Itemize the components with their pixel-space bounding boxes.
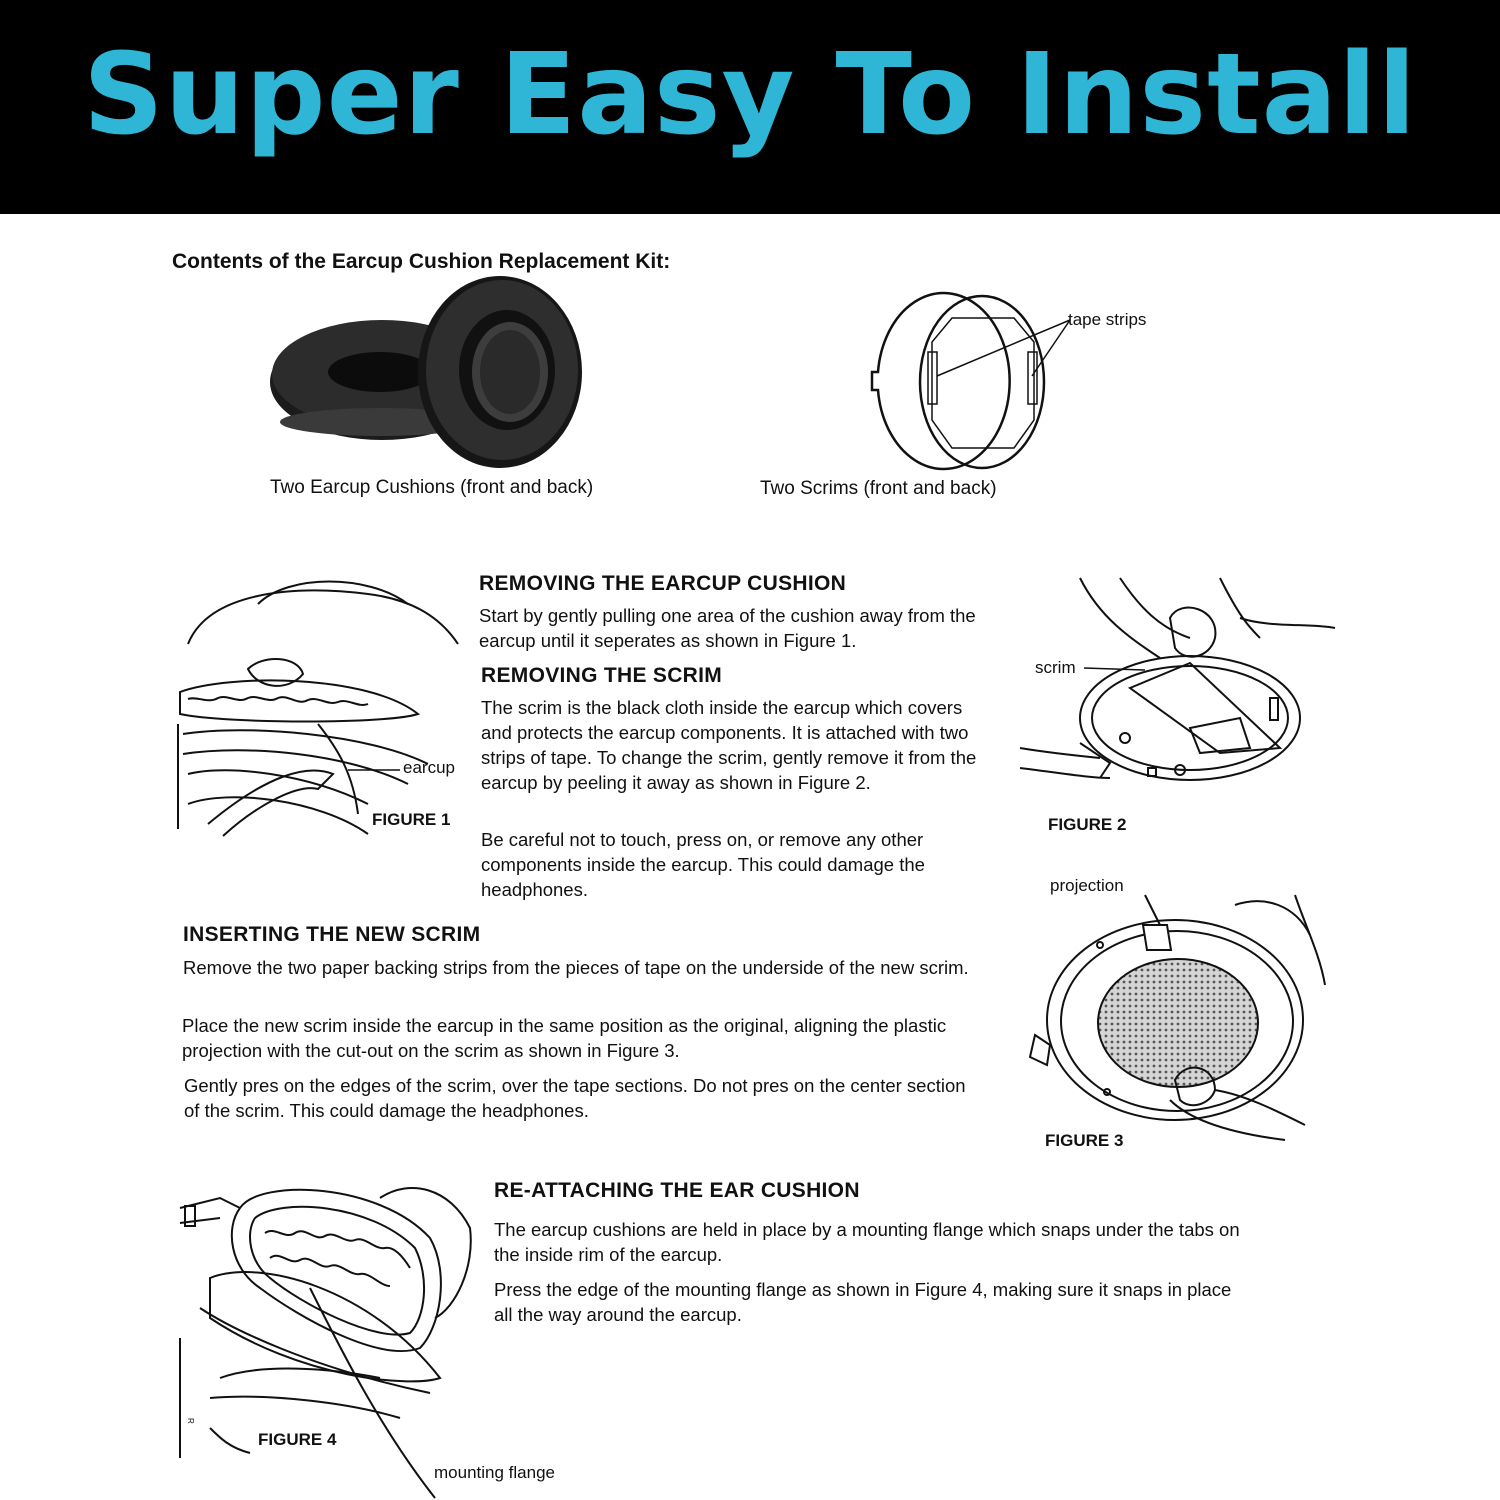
removing-cushion-heading: REMOVING THE EARCUP CUSHION [479,572,847,595]
r-mark: R [186,1418,195,1424]
figure-1-illustration [168,574,468,839]
reattaching-text-2: Press the edge of the mounting flange as shown in Figure 4, making sure it snaps in place all the way around the earcup. [494,1279,1232,1325]
inserting-scrim-text-2: Place the new scrim inside the earcup in the same position as the original, aligning the plastic projection with the cut-out on the scrim as shown in Figure 3. [182,1015,947,1061]
scrim-label: scrim [1035,658,1076,677]
earcup-cushions-photo [262,272,612,472]
figure-2-illustration [1020,578,1340,798]
projection-label: projection [1050,876,1124,895]
inserting-scrim-text-1: Remove the two paper backing strips from the pieces of tape on the underside of the new scrim. [183,957,969,978]
removing-cushion-text: Start by gently pulling one area of the cushion away from the earcup until it seperates as shown in Figure 1. [479,605,976,651]
figure-3-caption: FIGURE 3 [1045,1131,1124,1150]
inserting-scrim-text-3: Gently pres on the edges of the scrim, over the tape sections. Do not pres on the center section of the scrim. This could damage the headphones. [184,1075,966,1121]
scrims-diagram [752,292,1072,472]
figure-4-caption: FIGURE 4 [258,1430,337,1449]
reattaching-text-1: The earcup cushions are held in place by a mounting flange which snaps under the tabs on the inside rim of the earcup. [494,1219,1240,1265]
kit-contents-title: Contents of the Earcup Cushion Replacement Kit: [172,250,671,273]
figure-3-illustration [1025,895,1340,1125]
title-banner [0,0,1500,214]
cushions-caption: Two Earcup Cushions (front and back) [270,477,594,498]
mounting-flange-label: mounting flange [434,1463,555,1482]
reattaching-heading: RE-ATTACHING THE EAR CUSHION [494,1179,860,1202]
earcup-label: earcup [403,758,455,777]
figure-1-caption: FIGURE 1 [372,810,451,829]
removing-scrim-heading: REMOVING THE SCRIM [481,664,723,687]
scrims-caption: Two Scrims (front and back) [760,478,997,499]
removing-scrim-text-1: The scrim is the black cloth inside the earcup which covers and protects the earcup components. It is attached with two strips of tape. To change the scrim, gently remove it from the earcup by peeling it away as shown in Figure 2. [481,697,977,793]
tape-strips-label: tape strips [1068,310,1147,329]
removing-scrim-text-2: Be careful not to touch, press on, or remove any other components inside the earcup. This could damage the headphones. [481,829,925,900]
figure-2-caption: FIGURE 2 [1048,815,1127,834]
page-title: Super Easy To Install [83,30,1417,160]
inserting-scrim-heading: INSERTING THE NEW SCRIM [183,923,481,946]
